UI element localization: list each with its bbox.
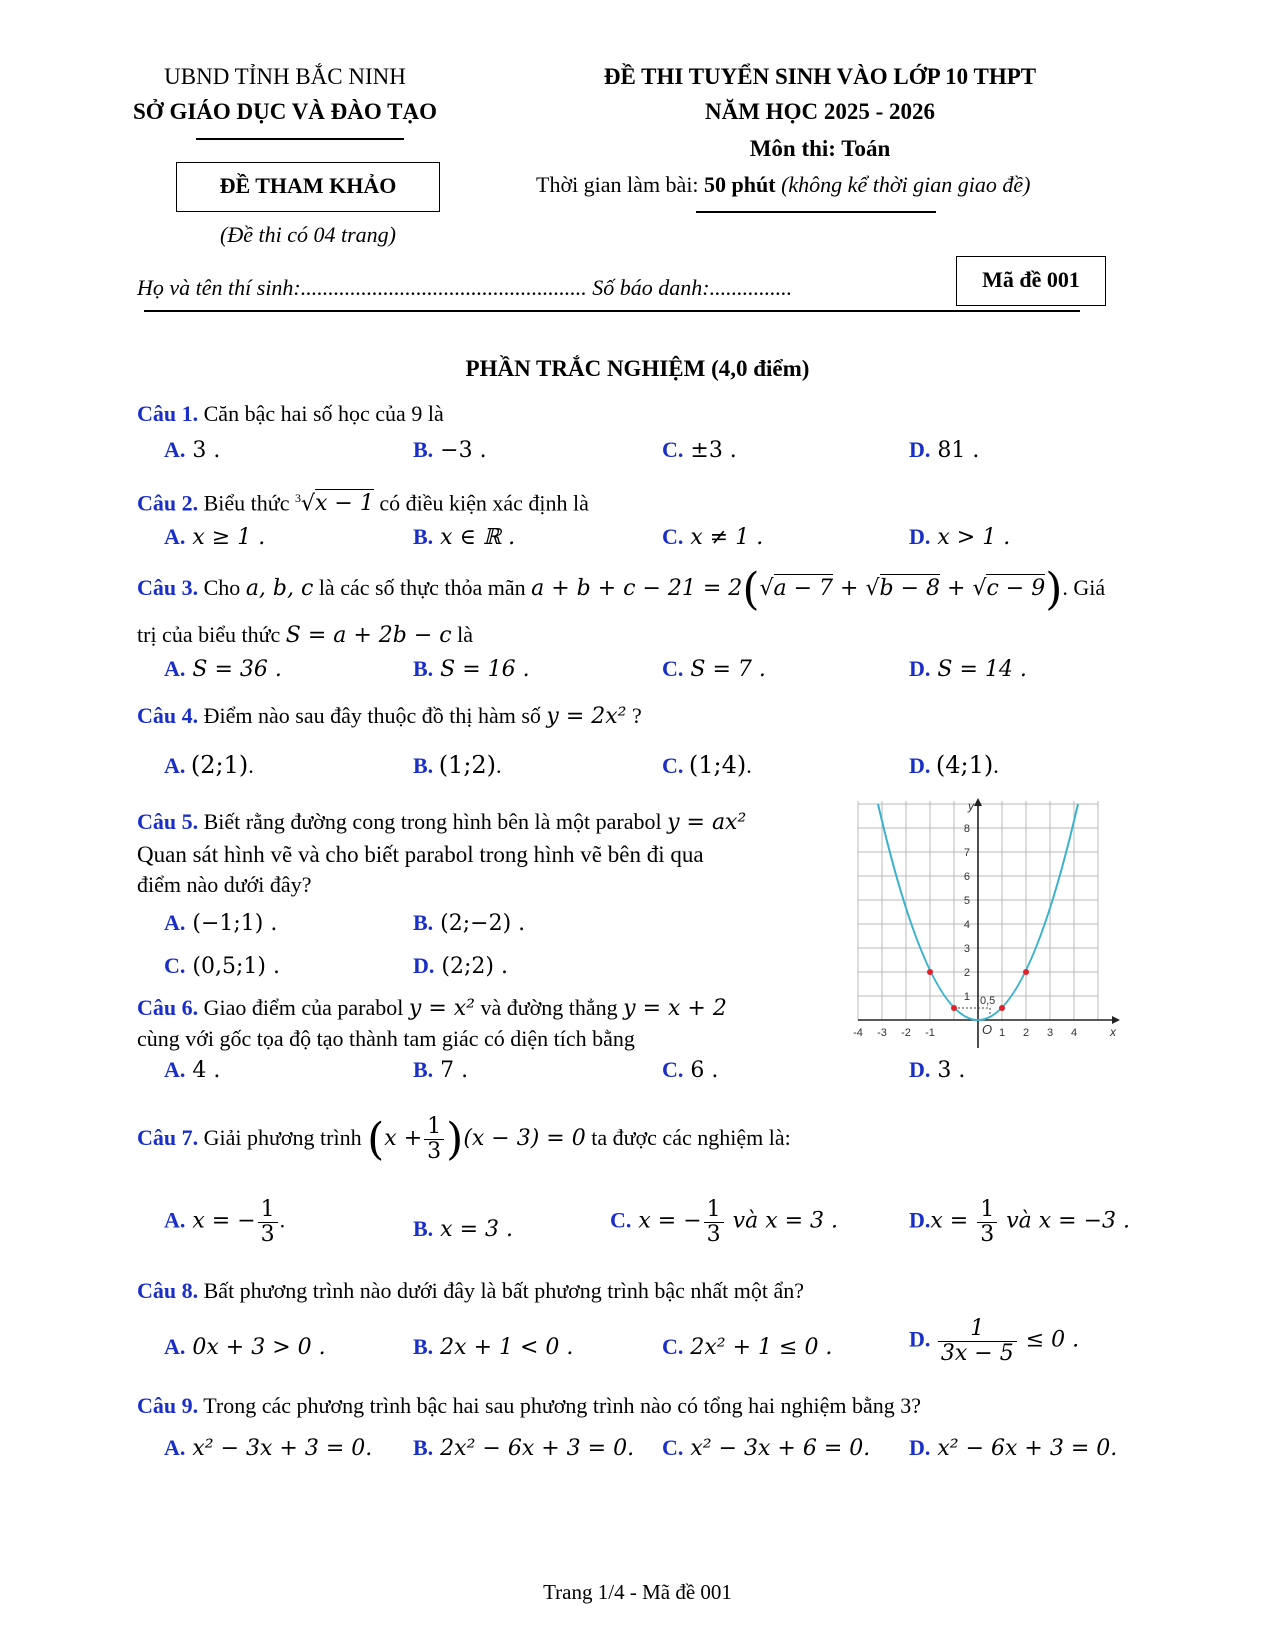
q8-option-d[interactable]: D. $\frac{1}{3x - 5}$ ≤ 0 . — [909, 1316, 1080, 1367]
authority-name: UBND TỈNH BẮC NINH — [164, 64, 406, 89]
q1-option-a[interactable]: A. 3 . — [164, 437, 221, 463]
q1-option-d[interactable]: D. 81 . — [909, 437, 980, 463]
q5-option-d[interactable]: D. (2;2) . — [413, 953, 508, 979]
q7-option-a[interactable]: A. x = − $\frac{1}{3}$ . — [164, 1197, 286, 1248]
page-footer: Trang 1/4 - Mã đề 001 — [543, 1580, 732, 1604]
point-marker — [999, 1005, 1005, 1011]
question-6: Câu 6. Giao điểm của parabol y = x² và đường thẳng y = x + 2 — [137, 995, 727, 1021]
point-marker — [1023, 969, 1029, 975]
x-tick: 4 — [1070, 1027, 1078, 1039]
q3-option-c[interactable]: C. S = 7 . — [662, 656, 766, 682]
divider — [196, 138, 404, 140]
y-tick: 7 — [963, 847, 970, 859]
x-tick: 2 — [1022, 1027, 1030, 1039]
y-tick: 8 — [963, 823, 970, 835]
y-tick: 1 — [963, 991, 970, 1003]
candidate-info: Họ và tên thí sinh:.................................................... Số báo danh:............... — [137, 275, 793, 300]
question-4: Câu 4. Điểm nào sau đây thuộc đồ thị hàm số y = 2x² ? — [137, 703, 642, 729]
x-tick: -1 — [925, 1027, 935, 1039]
q8-option-c[interactable]: C. 2x² + 1 ≤ 0 . — [662, 1334, 833, 1360]
point-marker — [927, 969, 933, 975]
q6-option-a[interactable]: A. 4 . — [164, 1057, 221, 1083]
question-5-line-2: Quan sát hình vẽ và cho biết parabol trong hình vẽ bên đi qua — [137, 842, 704, 867]
q9-option-a[interactable]: A. x² − 3x + 3 = 0. — [164, 1435, 373, 1461]
q8-option-a[interactable]: A. 0x + 3 > 0 . — [164, 1334, 326, 1360]
x-tick: 1 — [998, 1027, 1006, 1039]
q5-option-b[interactable]: B. (2;−2) . — [413, 910, 526, 936]
q7-option-c[interactable]: C. x = − $\frac{1}{3}$ và x = 3 . — [610, 1197, 838, 1248]
y-axis-label: y — [968, 799, 974, 813]
q4-option-d[interactable]: D. (4;1). — [909, 751, 999, 779]
y-tick: 4 — [963, 919, 970, 931]
x-axis-label: x — [1110, 1025, 1116, 1039]
q3-option-d[interactable]: D. S = 14 . — [909, 656, 1027, 682]
y-tick: 5 — [963, 895, 970, 907]
exam-title: ĐỀ THI TUYỂN SINH VÀO LỚP 10 THPT — [603, 64, 1037, 89]
q8-option-b[interactable]: B. 2x + 1 < 0 . — [413, 1334, 574, 1360]
section-title: PHẦN TRẮC NGHIỆM (4,0 điểm) — [465, 356, 810, 381]
parabola-graph — [853, 798, 1120, 1048]
question-1: Câu 1. Căn bậc hai số học của 9 là — [137, 401, 444, 426]
q2-option-d[interactable]: D. x > 1 . — [909, 524, 1011, 550]
exam-code: Mã đề 001 — [956, 256, 1106, 306]
question-6-line-2: cùng với gốc tọa độ tạo thành tam giác có diện tích bằng — [137, 1026, 635, 1051]
q6-option-d[interactable]: D. 3 . — [909, 1057, 966, 1083]
q5-option-c[interactable]: C. (0,5;1) . — [164, 953, 280, 979]
y-tick: 2 — [963, 967, 970, 979]
pages-note: (Đề thi có 04 trang) — [220, 222, 396, 247]
divider — [696, 211, 936, 213]
subject: Môn thi: Toán — [749, 136, 891, 161]
question-3: Câu 3. Cho a, b, c là các số thực thỏa mãn a + b + c − 21 = 2(√a − 7 + √b − 8 + √c − 9). Giá — [137, 563, 1106, 615]
q3-option-b[interactable]: B. S = 16 . — [413, 656, 530, 682]
question-9: Câu 9. Trong các phương trình bậc hai sau phương trình nào có tổng hai nghiệm bằng 3? — [137, 1393, 921, 1418]
x-tick: -3 — [877, 1027, 887, 1039]
q9-option-b[interactable]: B. 2x² − 6x + 3 = 0. — [413, 1435, 635, 1461]
half-label: 0,5 — [980, 995, 996, 1007]
q4-option-b[interactable]: B. (1;2). — [413, 751, 502, 779]
q2-option-b[interactable]: B. x ∈ ℝ . — [413, 524, 516, 550]
x-tick: -4 — [853, 1027, 863, 1039]
q7-option-d[interactable]: D.x = $\frac{1}{3}$ và x = −3 . — [909, 1197, 1130, 1248]
question-2: Câu 2. Biểu thức $^3$√x − 1 có điều kiện xác định là — [137, 490, 589, 517]
y-tick: 3 — [963, 943, 970, 955]
question-8: Câu 8. Bất phương trình nào dưới đây là bất phương trình bậc nhất một ẩn? — [137, 1278, 805, 1303]
q6-option-c[interactable]: C. 6 . — [662, 1057, 719, 1083]
q1-option-c[interactable]: C. ±3 . — [662, 437, 737, 463]
department-name: SỞ GIÁO DỤC VÀ ĐÀO TẠO — [133, 99, 437, 124]
question-5: Câu 5. Biết rằng đường cong trong hình bên là một parabol y = ax² — [137, 809, 747, 835]
x-tick: 3 — [1046, 1027, 1054, 1039]
q4-option-c[interactable]: C. (1;4). — [662, 751, 752, 779]
q4-option-a[interactable]: A. (2;1). — [164, 751, 254, 779]
q9-option-c[interactable]: C. x² − 3x + 6 = 0. — [662, 1435, 871, 1461]
divider — [144, 310, 1080, 312]
y-axis-arrow — [974, 798, 982, 806]
y-tick: 6 — [963, 871, 970, 883]
q2-option-a[interactable]: A. x ≥ 1 . — [164, 524, 266, 550]
q5-option-a[interactable]: A. (−1;1) . — [164, 910, 278, 936]
q6-option-b[interactable]: B. 7 . — [413, 1057, 469, 1083]
school-year: NĂM HỌC 2025 - 2026 — [705, 99, 935, 124]
time-info: Thời gian làm bài: 50 phút (không kể thời gian giao đề) — [536, 172, 1031, 197]
point-marker — [951, 1005, 957, 1011]
x-axis-arrow — [1112, 1016, 1120, 1024]
question-5-line-3: điểm nào dưới đây? — [137, 872, 312, 897]
q9-option-d[interactable]: D. x² − 6x + 3 = 0. — [909, 1435, 1118, 1461]
q7-option-b[interactable]: B. x = 3 . — [413, 1216, 513, 1242]
q3-option-a[interactable]: A. S = 36 . — [164, 656, 282, 682]
reference-badge: ĐỀ THAM KHẢO — [176, 162, 440, 212]
x-tick: -2 — [901, 1027, 911, 1039]
question-7: Câu 7. Giải phương trình (x + $\frac{1}{3}$ )(x − 3) = 0 ta được các nghiệm là: — [137, 1113, 791, 1165]
q1-option-b[interactable]: B. −3 . — [413, 437, 487, 463]
q2-option-c[interactable]: C. x ≠ 1 . — [662, 524, 764, 550]
question-3-line-2: trị của biểu thức S = a + 2b − c là — [137, 622, 474, 648]
origin-label: O — [982, 1022, 993, 1037]
